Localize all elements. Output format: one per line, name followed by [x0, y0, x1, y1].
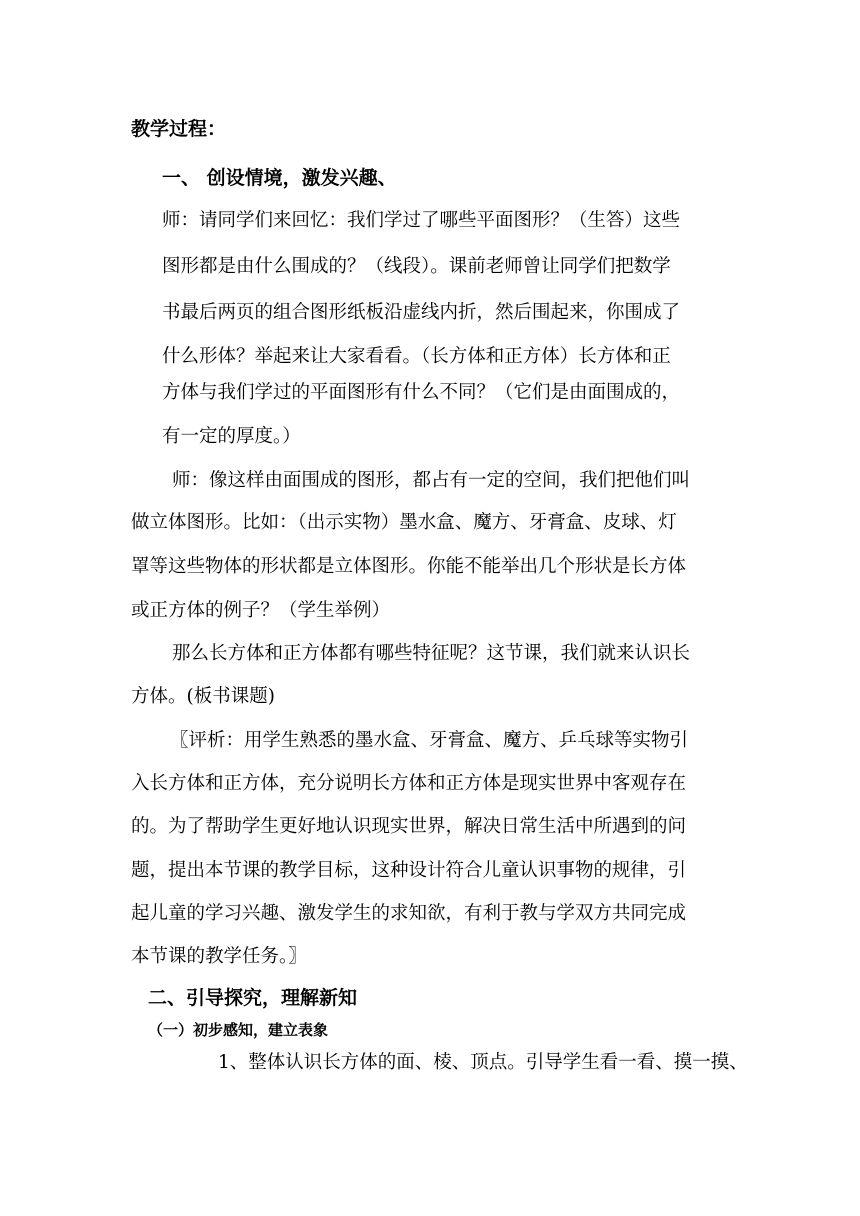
section2-title: 二、引导探究，理解新知 [148, 987, 358, 1009]
section1-title: 一、 创设情境，激发兴趣、 [162, 167, 397, 189]
analysis-line: 本节课的教学任务。〗 [131, 946, 307, 967]
para1-line: 图形都是由什么围成的？（线段）。课前老师曾让同学们把数学 [162, 256, 671, 277]
para1-line: 师：请同学们来回忆：我们学过了哪些平面图形？（生答）这些 [162, 210, 681, 231]
para1-line: 什么形体？举起来让大家看看。（长方体和正方体）长方体和正 [162, 346, 671, 367]
para1-line: 有一定的厚度。） [162, 426, 301, 447]
page-heading: 教学过程： [131, 118, 227, 140]
analysis-line: 题，提出本节课的教学目标，这种设计符合儿童认识事物的规律，引 [131, 860, 687, 881]
para2-line: 师：像这样由面围成的图形，都占有一定的空间，我们把他们叫 [172, 470, 691, 491]
para2-line: 罩等这些物体的形状都是立体图形。你能不能举出几个形状是长方体 [131, 556, 687, 577]
para3-line: 方体。(板书课题) [131, 686, 275, 707]
para3-line: 那么长方体和正方体都有哪些特征呢？这节课，我们就来认识长 [172, 643, 691, 664]
para2-line: 做立体图形。比如：（出示实物）墨水盒、魔方、牙膏盒、皮球、灯 [131, 512, 677, 533]
para2-line: 或正方体的例子？（学生举例） [131, 600, 391, 621]
section2-item1: 1、整体认识长方体的面、棱、顶点。引导学生看一看、摸一摸、 [218, 1052, 748, 1073]
para1-line: 方体与我们学过的平面图形有什么不同？（它们是由面围成的， [162, 382, 681, 403]
analysis-line: 入长方体和正方体，充分说明长方体和正方体是现实世界中客观存在 [131, 773, 687, 794]
analysis-line: 起儿童的学习兴趣、激发学生的求知欲，有利于教与学双方共同完成 [131, 903, 687, 924]
analysis-line: 的。为了帮助学生更好地认识现实世界，解决日常生活中所遇到的问 [131, 816, 687, 837]
section2-subtitle: （一）初步感知，建立表象 [148, 1021, 329, 1039]
para1-line: 书最后两页的组合图形纸板沿虚线内折，然后围起来，你围成了 [162, 302, 681, 323]
analysis-line: 〖评析：用学生熟悉的墨水盒、牙膏盒、魔方、乒乓球等实物引 [170, 730, 689, 751]
